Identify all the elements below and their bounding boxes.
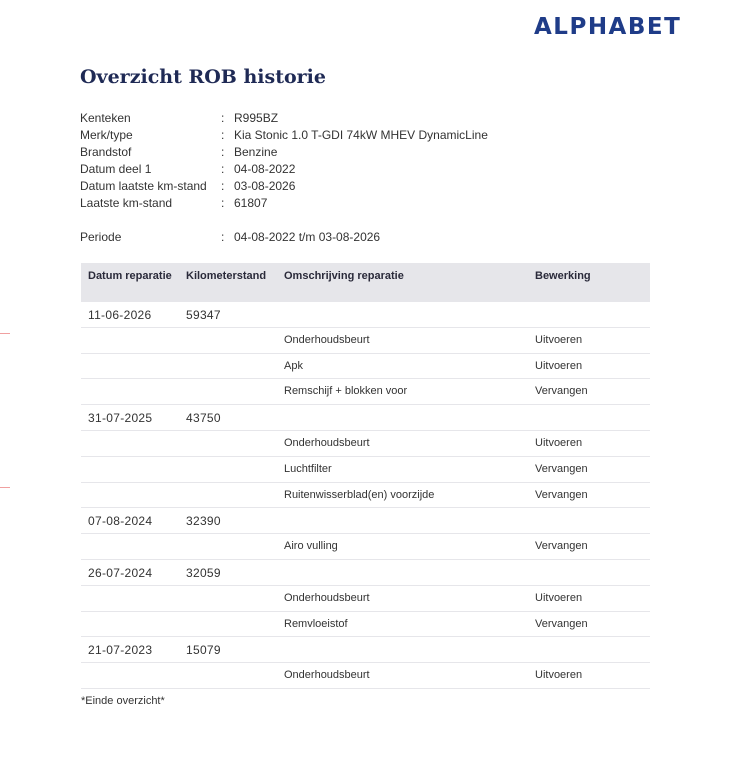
detail-row xyxy=(80,144,640,161)
end-of-overview: *Einde overzicht* xyxy=(81,695,165,707)
period-row xyxy=(80,229,640,246)
detail-value: 04-08-2022 xyxy=(234,162,296,176)
cell-km: 32390 xyxy=(186,514,221,529)
cell-description: Remvloeistof xyxy=(284,617,348,630)
detail-colon: : xyxy=(221,128,225,142)
detail-label: Laatste km-stand xyxy=(80,196,173,210)
cell-action: Vervangen xyxy=(535,488,588,501)
cell-description: Onderhoudsbeurt xyxy=(284,669,370,682)
cell-date: 21-07-2023 xyxy=(88,643,153,658)
cell-action: Uitvoeren xyxy=(535,591,583,604)
table-row xyxy=(81,560,650,586)
cell-action: Uitvoeren xyxy=(535,333,583,346)
cell-description: Remschijf + blokken voor xyxy=(284,385,408,398)
detail-row xyxy=(80,161,640,178)
detail-label: Kenteken xyxy=(80,111,131,125)
cell-action: Vervangen xyxy=(535,385,588,398)
detail-row xyxy=(80,178,640,195)
table-row xyxy=(81,405,650,431)
cell-description: Onderhoudsbeurt xyxy=(284,436,370,449)
header-action: Bewerking xyxy=(535,270,591,282)
period-colon: : xyxy=(221,230,225,244)
table-row xyxy=(81,302,650,328)
cell-action: Uitvoeren xyxy=(535,359,583,372)
period-value: 04-08-2022 t/m 03-08-2026 xyxy=(234,230,381,244)
table-row xyxy=(81,328,650,354)
header-km: Kilometerstand xyxy=(186,270,267,282)
detail-colon: : xyxy=(221,111,225,125)
table-row xyxy=(81,354,650,380)
cell-km: 59347 xyxy=(186,308,221,322)
table-row xyxy=(81,637,650,663)
detail-label: Datum deel 1 xyxy=(80,162,152,176)
cell-km: 43750 xyxy=(186,411,221,426)
cell-action: Uitvoeren xyxy=(535,669,583,682)
cell-description: Ruitenwisserblad(en) voorzijde xyxy=(284,488,435,501)
header-description: Omschrijving reparatie xyxy=(284,270,404,282)
detail-row xyxy=(80,195,640,212)
cell-description: Onderhoudsbeurt xyxy=(284,333,370,346)
cell-description: Apk xyxy=(284,359,303,372)
table-row xyxy=(81,508,650,534)
cell-action: Vervangen xyxy=(535,462,588,475)
repair-history-table xyxy=(81,263,650,689)
table-row xyxy=(81,457,650,483)
table-row xyxy=(81,586,650,612)
cell-action: Vervangen xyxy=(535,617,588,630)
detail-value: Benzine xyxy=(234,145,278,159)
detail-label: Brandstof xyxy=(80,145,132,159)
detail-colon: : xyxy=(221,162,225,176)
cell-description: Onderhoudsbeurt xyxy=(284,591,370,604)
detail-row xyxy=(80,127,640,144)
detail-label: Merk/type xyxy=(80,128,133,142)
table-row xyxy=(81,663,650,689)
cell-km: 15079 xyxy=(186,643,221,658)
detail-value: R995BZ xyxy=(234,111,279,125)
page-title: Overzicht ROB historie xyxy=(80,66,326,88)
cell-date: 26-07-2024 xyxy=(88,565,153,580)
period-label: Periode xyxy=(80,230,122,244)
table-row xyxy=(81,534,650,560)
cell-date: 31-07-2025 xyxy=(88,411,153,426)
detail-value: 03-08-2026 xyxy=(234,179,296,193)
detail-colon: : xyxy=(221,196,225,210)
vehicle-details xyxy=(80,110,640,212)
cell-description: Airo vulling xyxy=(284,540,338,553)
table-row xyxy=(81,483,650,509)
cell-km: 32059 xyxy=(186,565,221,580)
alphabet-logo: ALPHABET xyxy=(534,14,682,40)
cell-description: Luchtfilter xyxy=(284,462,332,475)
header-date: Datum reparatie xyxy=(88,270,172,282)
detail-label: Datum laatste km-stand xyxy=(80,179,207,193)
margin-mark xyxy=(0,487,10,488)
detail-value: Kia Stonic 1.0 T-GDI 74kW MHEV DynamicLine xyxy=(234,128,488,142)
table-row xyxy=(81,612,650,638)
table-row xyxy=(81,431,650,457)
cell-action: Vervangen xyxy=(535,540,588,553)
detail-row xyxy=(80,110,640,127)
cell-date: 11-06-2026 xyxy=(88,308,152,322)
margin-mark xyxy=(0,333,10,334)
detail-colon: : xyxy=(221,179,225,193)
cell-action: Uitvoeren xyxy=(535,436,583,449)
table-row xyxy=(81,379,650,405)
detail-value: 61807 xyxy=(234,196,268,210)
table-header xyxy=(81,263,650,302)
cell-date: 07-08-2024 xyxy=(88,514,153,529)
detail-colon: : xyxy=(221,145,225,159)
table-body xyxy=(81,302,650,689)
